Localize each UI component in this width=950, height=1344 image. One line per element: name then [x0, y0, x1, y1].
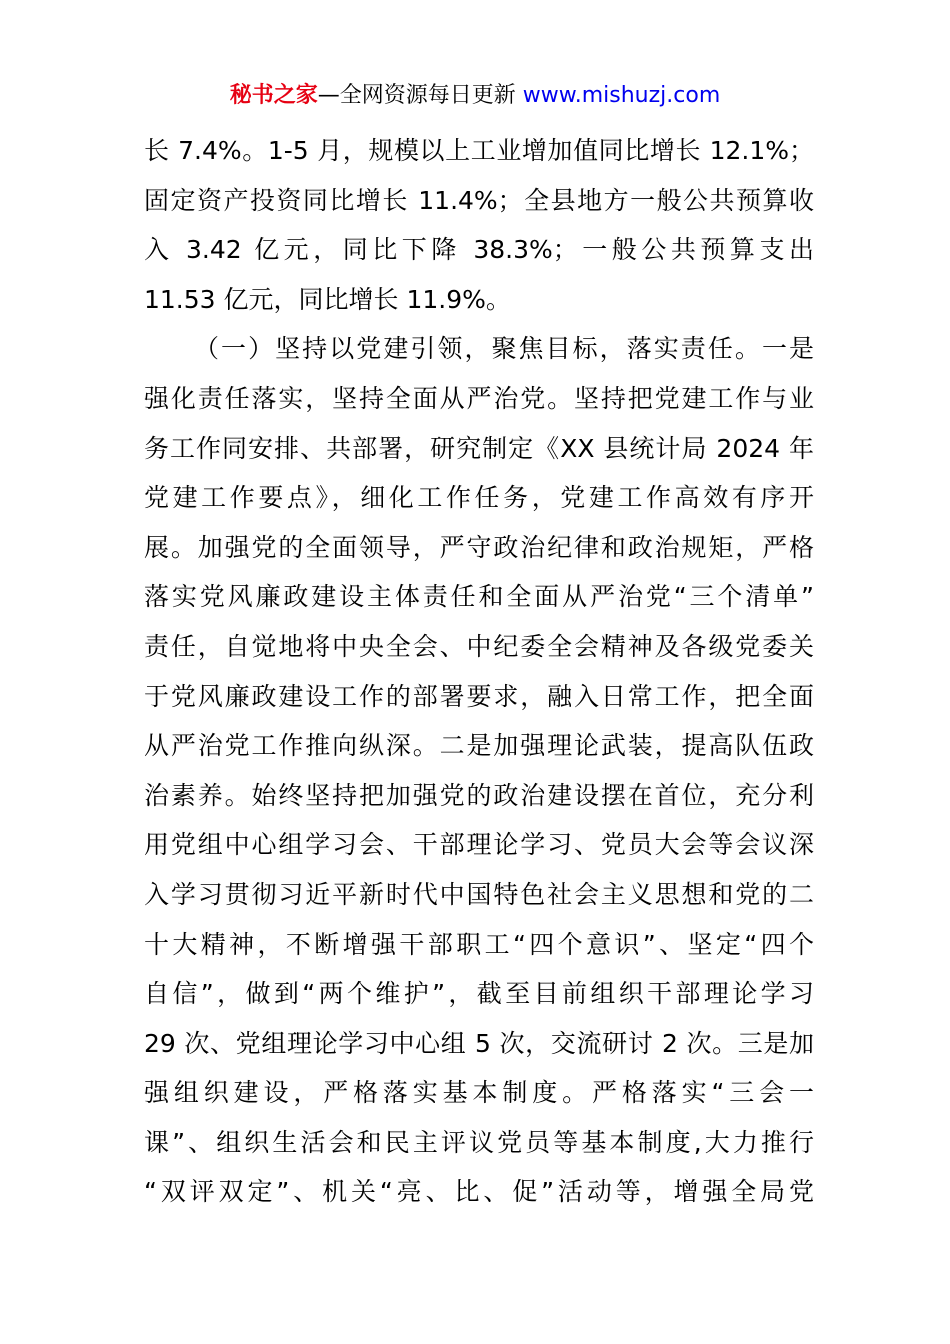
text-line: 党建工作要点》，细化工作任务，党建工作高效有序开: [144, 483, 814, 513]
site-brand: 秘书之家: [229, 83, 318, 108]
text-line: 自信”，做到“两个维护”，截至目前组织干部理论学习: [144, 979, 814, 1009]
text-line: 用党组中心组学习会、干部理论学习、党员大会等会议深: [144, 830, 814, 860]
text-line: 从严治党工作推向纵深。二是加强理论武装，提高队伍政: [144, 731, 814, 761]
text-line: 展。加强党的全面领导，严守政治纪律和政治规矩，严格: [144, 532, 814, 562]
text-line: 入 3.42 亿元，同比下降 38.3%；一般公共预算支出: [144, 235, 814, 265]
text-line: “双评双定”、机关“亮、比、促”活动等，增强全局党: [144, 1177, 814, 1207]
text-line: 务工作同安排、共部署，研究制定《XX 县统计局 2024 年: [144, 433, 814, 463]
text-line: 治素养。始终坚持把加强党的政治建设摆在首位，充分利: [144, 780, 814, 810]
document-body: [144, 126, 814, 1217]
text-line: 入学习贯彻习近平新时代中国特色社会主义思想和党的二: [144, 879, 814, 909]
text-line: 于党风廉政建设工作的部署要求，融入日常工作，把全面: [144, 681, 814, 711]
text-line: 长 7.4%。1-5 月，规模以上工业增加值同比增长 12.1%；: [144, 136, 814, 165]
text-line: 责任，自觉地将中央全会、中纪委全会精神及各级党委关: [144, 631, 814, 661]
text-line: 十大精神，不断增强干部职工“四个意识”、坚定“四个: [144, 929, 814, 959]
site-tagline: —全网资源每日更新: [317, 83, 523, 108]
paragraph-first-line: （一）坚持以党建引领，聚焦目标，落实责任。一是: [194, 334, 814, 364]
site-header: [0, 80, 950, 112]
text-line: 11.53 亿元，同比增长 11.9%。: [144, 284, 511, 314]
text-line: 强组织建设，严格落实基本制度。严格落实“三会一: [144, 1078, 814, 1108]
site-url-link[interactable]: www.mishuzj.com: [522, 83, 721, 108]
text-line: 落实党风廉政建设主体责任和全面从严治党“三个清单”: [144, 582, 814, 612]
text-line: 强化责任落实，坚持全面从严治党。坚持把党建工作与业: [144, 383, 814, 413]
text-line: 29 次、党组理论学习中心组 5 次，交流研讨 2 次。三是加: [144, 1028, 814, 1058]
text-line: 固定资产投资同比增长 11.4%；全县地方一般公共预算收: [144, 185, 814, 215]
text-line: 课”、组织生活会和民主评议党员等基本制度,大力推行: [144, 1127, 814, 1157]
